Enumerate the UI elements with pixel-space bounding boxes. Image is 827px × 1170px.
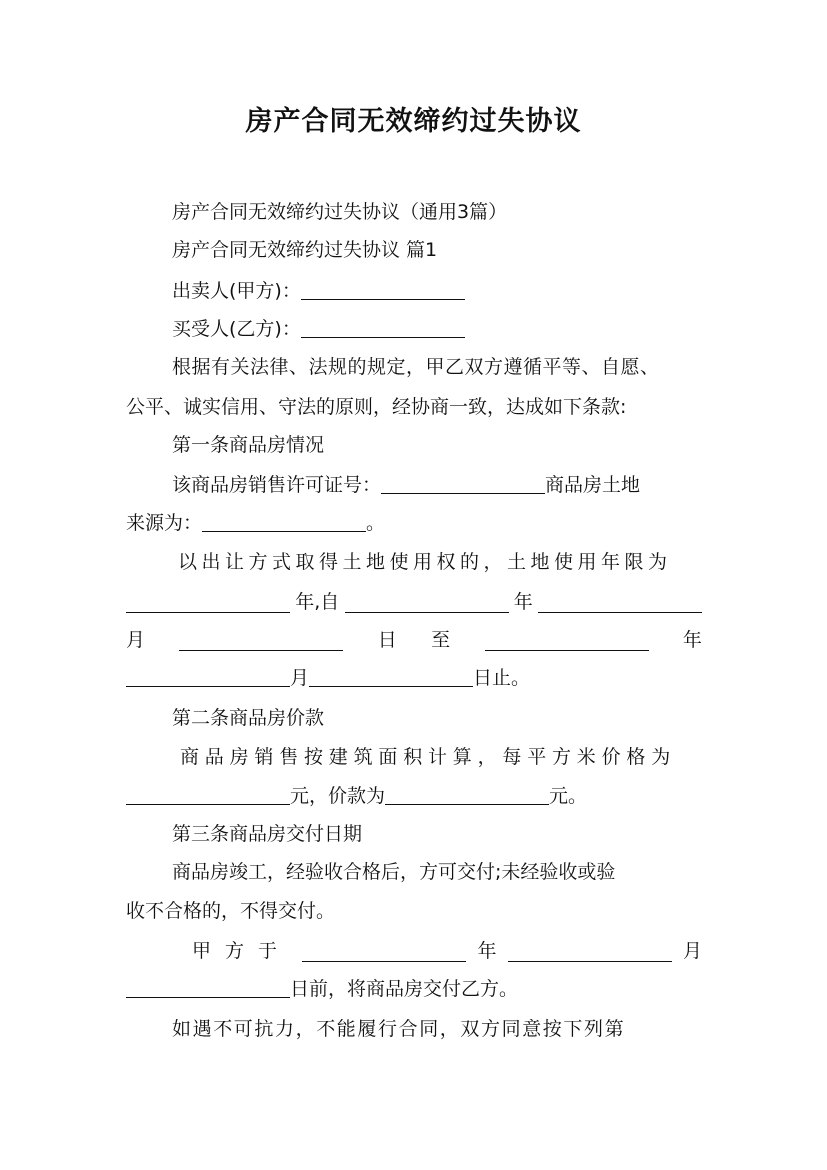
party-a-text: 甲方于 — [192, 940, 292, 962]
seller-line — [126, 276, 702, 306]
term-years-blank — [126, 592, 290, 613]
delivery-month-label: 月 — [682, 940, 702, 962]
month-label: 月 — [126, 629, 146, 651]
total-end: 元。 — [549, 785, 588, 807]
delivery-month-blank — [508, 941, 672, 962]
article-3-line-5 — [126, 1014, 702, 1044]
land-label: 商品房土地 — [545, 474, 641, 496]
end-month-blank — [126, 666, 290, 687]
part-heading: 房产合同无效缔约过失协议 篇1 — [172, 239, 438, 261]
intro-line-2: 公平、诚实信用、守法的原则，经协商一致，达成如下条款: — [126, 396, 627, 418]
article-1-line-1 — [126, 470, 702, 500]
source-blank — [202, 511, 366, 532]
buyer-blank — [301, 317, 465, 338]
license-label: 该商品房销售许可证号： — [172, 474, 382, 496]
total-label: 元，价款为 — [290, 785, 386, 807]
from-label: 年,自 — [295, 591, 340, 613]
start-day-blank — [179, 630, 343, 651]
document-title: 房产合同无效缔约过失协议 — [245, 106, 582, 137]
land-term-text: 以出让方式取得土地使用权的，土地使用年限为 — [178, 551, 672, 573]
to-label: 至 — [431, 629, 451, 651]
delivery-year-label: 年 — [477, 940, 497, 962]
end-month-label: 月 — [290, 667, 310, 689]
end-year-blank — [485, 630, 649, 651]
license-blank — [381, 473, 545, 494]
year-label: 年 — [513, 591, 533, 613]
subtitle: 房产合同无效缔约过失协议（通用3篇） — [172, 201, 508, 223]
force-majeure-text: 如遇不可抗力，不能履行合同，双方同意按下列第 — [172, 1018, 626, 1040]
article-3-title: 第三条商品房交付日期 — [172, 823, 363, 845]
article-2-line-1 — [126, 742, 702, 772]
article-3-line-1: 商品房竣工，经验收合格后，方可交付;未经验收或验 — [172, 861, 616, 883]
start-month-blank — [538, 592, 702, 613]
article-1-line-3 — [126, 547, 702, 577]
delivery-year-blank — [302, 941, 466, 962]
end-label: 日止。 — [473, 667, 531, 689]
day-label: 日 — [377, 629, 397, 651]
delivery-day-blank — [126, 977, 290, 998]
end-year-label: 年 — [682, 629, 702, 651]
seller-blank — [301, 279, 465, 300]
seller-label: 出卖人(甲方)： — [172, 280, 301, 302]
source-end: 。 — [366, 512, 386, 534]
delivery-text: 日前，将商品房交付乙方。 — [290, 978, 519, 1000]
article-2-line-2 — [126, 781, 702, 811]
buyer-line — [126, 314, 702, 344]
buyer-label: 买受人(乙方)： — [172, 318, 301, 340]
source-label: 来源为： — [126, 512, 203, 534]
article-2-title: 第二条商品房价款 — [172, 707, 325, 729]
unit-price-blank — [126, 784, 290, 805]
article-3-line-2: 收不合格的，不得交付。 — [126, 900, 336, 922]
article-1-line-4 — [126, 587, 702, 617]
article-1-line-5 — [126, 625, 702, 655]
intro-line-1: 根据有关法律、法规的规定，甲乙双方遵循平等、自愿、 — [172, 356, 660, 378]
article-1-line-2 — [126, 508, 702, 538]
total-blank — [385, 784, 549, 805]
article-3-line-4 — [126, 974, 702, 1004]
article-3-line-3 — [126, 936, 702, 966]
article-1-line-6 — [126, 663, 702, 693]
price-text: 商品房销售按建筑面积计算，每平方米价格为 — [180, 746, 677, 768]
article-1-title: 第一条商品房情况 — [172, 434, 325, 456]
end-day-blank — [309, 666, 473, 687]
start-year-blank — [345, 592, 509, 613]
